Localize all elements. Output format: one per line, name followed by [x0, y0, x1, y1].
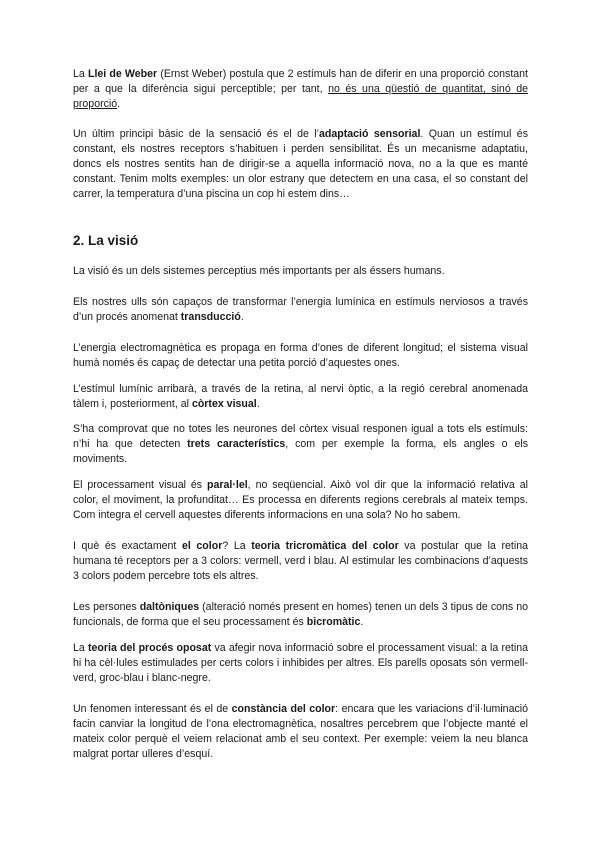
bold-term: transducció	[180, 311, 241, 323]
text-run: Les persones	[73, 601, 140, 613]
bold-term: Llei de Weber	[87, 68, 158, 80]
paragraph-vision-intro	[73, 264, 528, 279]
text-run: , com per exemple la forma, els angles o els moviments.	[73, 438, 528, 465]
bold-term: teoria tricromàtica del color	[251, 540, 399, 552]
text-run: .	[240, 311, 244, 323]
text-run: Un últim principi bàsic de la sensació és el de l’	[73, 128, 320, 140]
bold-term: paral·lel	[207, 479, 248, 491]
section-heading: 2. La visió	[73, 233, 139, 248]
text-run: va afegir nova informació sobre el processament visual: a la retina hi ha cèl·lules estimulades per certs colors i inhibides per altres. Els parells oposats són vermell-verd, groc-blau i blanc-negre.	[73, 642, 528, 684]
text-run: ? La	[222, 540, 252, 552]
bold-term: el color	[181, 540, 223, 552]
text-run: (Ernst Weber) postula que 2 estímuls han de diferir en una proporció constant per a que la diferència sigui perceptible; per tant,	[73, 68, 529, 95]
paragraph-visual-cortex	[73, 382, 528, 412]
text-run: La visió és un dels sistemes perceptius més importants per als éssers humans.	[73, 265, 445, 277]
text-run: . Quan un estímul és constant, els nostres receptors s’habituen i perden sensibilitat. És un mecanisme adaptatiu, doncs els nostres sentits han de dirigir-se a aquella informació nova, no a la que es manté constant. Tenim molts exemples: un olor estrany que detectem en una casa, el so constant del carrer, la temperatura d’una piscina un cop hi estem dins…	[73, 128, 528, 200]
paragraph-electromagnetic	[73, 341, 528, 371]
bold-term: bicromàtic	[306, 616, 361, 628]
text-run: L’estímul lumínic arribarà, a través de la retina, al nervi òptic, a la regió cerebral anomenada tàlem i, posteriorment, al	[73, 383, 528, 410]
text-run: va postular que la retina humana té receptors per a 3 colors: vermell, verd i blau. Al estimular les combinacions d’aquests 3 colors podem percebre tots els altres.	[73, 540, 528, 582]
text-run: La	[73, 68, 88, 80]
underlined-phrase: no és una qüestió de quantitat, sinó de proporció	[73, 83, 528, 110]
bold-term: daltòniques	[139, 601, 200, 613]
text-run: .	[360, 616, 364, 628]
text-run: (alteració només present en homes) tenen un dels 3 tipus de cons no funcionals, de forma que el seu processament és	[73, 601, 528, 628]
paragraph-opponent-process	[73, 641, 528, 686]
paragraph-weber-law	[73, 67, 528, 112]
text-run: , no seqüencial. Això vol dir que la informació relativa al color, el moviment, la profunditat… Es processa en diferents regions cerebrals al mateix temps. Com integra el cervell aquestes diferents informacions en una sola? No ho sabem.	[73, 479, 528, 521]
bold-term: trets característics	[187, 438, 286, 450]
text-run: Un fenomen interessant és el de	[73, 703, 232, 715]
text-run: El processament visual és	[73, 479, 208, 491]
paragraph-parallel	[73, 478, 528, 523]
text-run: .	[256, 398, 260, 410]
text-run: S’ha comprovat que no totes les neurones del còrtex visual responen igual a tots els estímuls: n’hi ha que detecten	[73, 423, 528, 450]
text-run: L’energia electromagnètica es propaga en forma d’ones de diferent longitud; el sistema visual humà només és capaç de detectar una petita porció d’aquestes ones.	[73, 342, 528, 369]
text-run: .	[117, 98, 121, 110]
paragraph-colorblind	[73, 600, 528, 630]
paragraph-color-constancy	[73, 702, 528, 762]
text-run: Els nostres ulls són capaços de transformar l’energia lumínica en estímuls nerviosos a través d’un procés anomenat	[73, 296, 528, 323]
text-run: I què és exactament	[73, 540, 182, 552]
bold-term: còrtex visual	[191, 398, 257, 410]
paragraph-sensory-adaptation	[73, 127, 528, 202]
bold-term: constància del color	[231, 703, 336, 715]
bold-term: teoria del procés oposat	[88, 642, 212, 654]
text-run: : encara que les variacions d’il·luminació facin canviar la longitud de l’ona electromagnètica, nosaltres percebrem que l’objecte manté el mateix color perquè el veiem relacionat amb el seu context. Per exemple: veiem la neu blanca malgrat portar ulleres d’esquí.	[73, 703, 528, 760]
text-run: La	[73, 642, 88, 654]
paragraph-transduction	[73, 295, 528, 325]
paragraph-features	[73, 422, 528, 467]
paragraph-trichromatic	[73, 539, 528, 584]
bold-term: adaptació sensorial	[319, 128, 421, 140]
